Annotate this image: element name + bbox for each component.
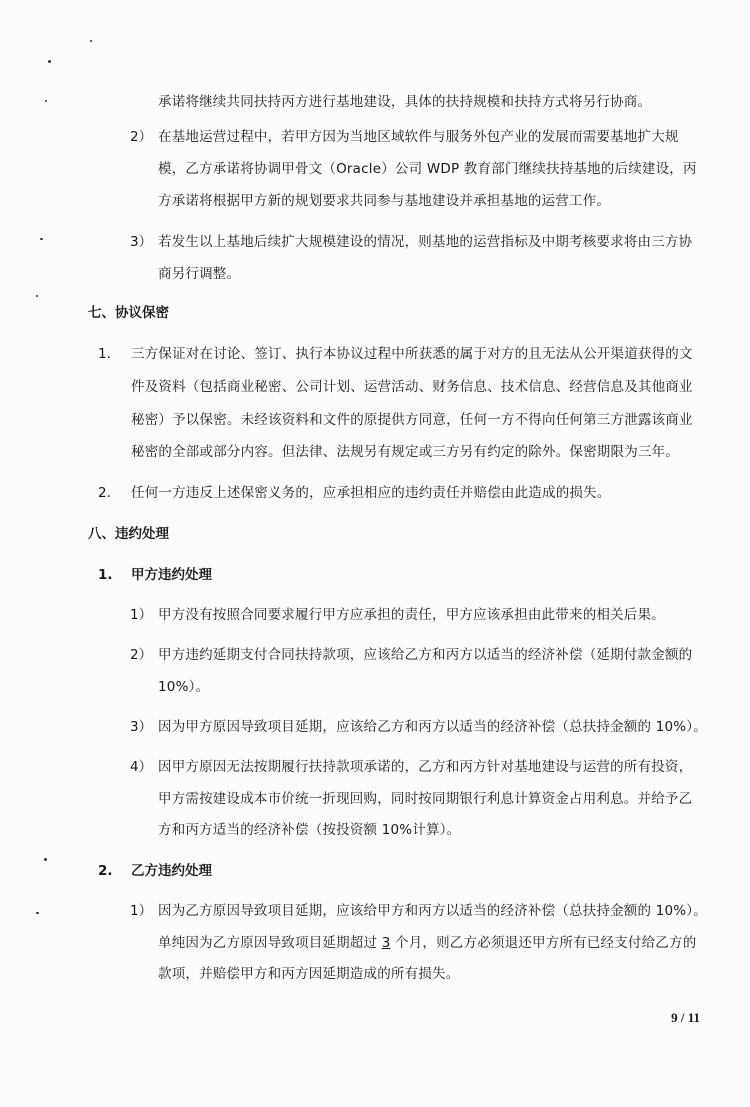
s8-sub1-item-number: 2）	[130, 647, 153, 663]
s8-sub1-item-number: 1）	[130, 607, 153, 623]
section-heading: 七、协议保密	[88, 305, 169, 321]
underlined-months: 3	[381, 935, 391, 951]
text-segment: 个月，则乙方必须退还甲方所有已经支付给乙方的	[390, 935, 697, 951]
s8-sub1-item-line: 甲方违约延期支付合同扶持款项，应该给乙方和丙方以适当的经济补偿（延期付款金额的	[158, 647, 693, 663]
s6-item2-line: 在基地运营过程中，若甲方因为当地区域软件与服务外包产业的发展而需要基地扩大规	[158, 129, 679, 145]
subsection-heading: 乙方违约处理	[131, 863, 212, 879]
s7-item1-number: 1.	[98, 346, 111, 362]
scan-speck	[40, 238, 43, 240]
s6-item3-number: 3）	[130, 234, 153, 250]
s6-item3-line: 商另行调整。	[158, 266, 241, 282]
subsection-heading: 甲方违约处理	[131, 567, 212, 583]
text-segment: 单纯因为乙方原因导致项目延期超过	[158, 935, 382, 951]
s8-sub1-item-line: 甲方没有按照合同要求履行甲方应承担的责任，甲方应该承担由此带来的相关后果。	[158, 607, 665, 623]
s8-sub1-item-line: 方和丙方适当的经济补偿（按投资额 10%计算）。	[158, 822, 461, 838]
s7-item1-line: 件及资料（包括商业秘密、公司计划、运营活动、财务信息、技术信息、经营信息及其他商业	[131, 379, 693, 395]
s6-item2-line: 方承诺将根据甲方新的规划要求共同参与基地建设并承担基地的运营工作。	[158, 193, 611, 209]
s8-sub1-item-line: 10%）。	[158, 679, 210, 695]
section-heading: 八、违约处理	[88, 526, 169, 542]
scan-speck	[90, 40, 92, 42]
scan-speck	[36, 912, 39, 914]
s7-item1-line: 秘密）予以保密。未经该资料和文件的原提供方同意，任何一方不得向任何第三方泄露该商业	[131, 412, 693, 428]
s7-item2-number: 2.	[98, 485, 111, 501]
s6-item3-line: 若发生以上基地后续扩大规模建设的情况，则基地的运营指标及中期考核要求将由三方协	[158, 234, 693, 250]
s8-sub1-item-number: 3）	[130, 719, 153, 735]
s8-sub2-item-line	[158, 929, 696, 958]
page-number: 9 / 11	[671, 1010, 700, 1025]
s8-sub1-item-line: 甲方需按建设成本市价统一折现回购，同时按同期银行利息计算资金占用利息。并给予乙	[158, 791, 693, 807]
s8-sub2-item-line: 款项，并赔偿甲方和丙方因延期造成的所有损失。	[158, 966, 460, 982]
scan-speck	[44, 858, 47, 861]
subsection-number: 2.	[98, 863, 113, 879]
s7-item1-line: 三方保证对在讨论、签订、执行本协议过程中所获悉的属于对方的且无法从公开渠道获得的文	[131, 346, 693, 362]
scan-speck	[48, 60, 51, 63]
subsection-number: 1.	[98, 567, 113, 583]
s8-sub1-item-number: 4）	[130, 759, 153, 775]
s6-item2-number: 2）	[130, 129, 153, 145]
s8-sub1-item-line: 因甲方原因无法按期履行扶持款项承诺的，乙方和丙方针对基地建设与运营的所有投资，	[158, 759, 693, 775]
scan-speck	[45, 100, 47, 102]
s8-sub2-item-line: 因为乙方原因导致项目延期，应该给甲方和丙方以适当的经济补偿（总扶持金额的 10%）。	[158, 903, 707, 919]
s8-sub1-item-line: 因为甲方原因导致项目延期，应该给乙方和丙方以适当的经济补偿（总扶持金额的 10%）。	[158, 719, 707, 735]
s6-item1-continuation: 承诺将继续共同扶持丙方进行基地建设，具体的扶持规模和扶持方式将另行协商。	[158, 94, 652, 110]
s7-item2-line: 任何一方违反上述保密义务的，应承担相应的违约责任并赔偿由此造成的损失。	[131, 485, 611, 501]
s7-item1-line: 秘密的全部或部分内容。但法律、法规另有规定或三方另有约定的除外。保密期限为三年。	[131, 444, 679, 460]
s6-item2-line: 模，乙方承诺将协调甲骨文（Oracle）公司 WDP 教育部门继续扶持基地的后续建设，丙	[158, 161, 697, 177]
s8-sub2-item-number: 1）	[130, 903, 153, 919]
scan-speck	[36, 295, 38, 297]
